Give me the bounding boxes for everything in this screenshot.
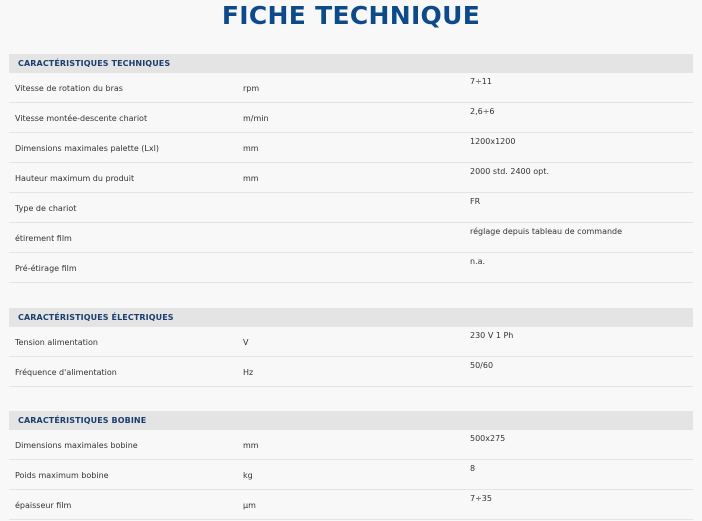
row-value: FR (470, 197, 481, 206)
row-unit: V (243, 338, 249, 347)
row-value: réglage depuis tableau de commande (470, 227, 623, 236)
row-unit: mm (243, 144, 259, 153)
row-value: 500x275 (470, 434, 506, 443)
section-spool (9, 411, 693, 520)
row-value: 230 V 1 Ph (470, 331, 514, 340)
table-row (9, 223, 693, 253)
table-row (9, 73, 693, 103)
table-row (9, 193, 693, 223)
row-unit: rpm (243, 84, 260, 93)
row-value: 50/60 (470, 361, 494, 370)
row-unit: mm (243, 174, 259, 183)
row-value: 2000 std. 2400 opt. (470, 167, 549, 176)
table-row (9, 490, 693, 520)
page-title: FICHE TECHNIQUE (221, 1, 481, 30)
row-label: Type de chariot (15, 204, 77, 213)
section-header-technical: CARACTÉRISTIQUES TECHNIQUES (9, 54, 693, 73)
table-row (9, 133, 693, 163)
table-row (9, 327, 693, 357)
row-value: 8 (470, 464, 476, 473)
row-label: épaisseur film (15, 501, 72, 510)
table-row (9, 460, 693, 490)
row-label: Vitesse montée-descente chariot (15, 114, 148, 123)
table-row (9, 103, 693, 133)
row-value: n.a. (470, 257, 486, 266)
row-unit: mm (243, 441, 259, 450)
row-label: Tension alimentation (15, 338, 98, 347)
row-value: 1200x1200 (470, 137, 516, 146)
table-row (9, 253, 693, 283)
section-header-electrical: CARACTÉRISTIQUES ÉLECTRIQUES (9, 308, 693, 327)
row-unit: m/min (243, 114, 269, 123)
row-value: 7÷11 (470, 77, 492, 86)
row-label: Vitesse de rotation du bras (15, 84, 123, 93)
row-label: Pré-étirage film (15, 264, 77, 273)
section-header-spool: CARACTÉRISTIQUES BOBINE (9, 411, 693, 430)
row-label: Poids maximum bobine (15, 471, 109, 480)
row-label: Fréquence d'alimentation (15, 368, 117, 377)
row-value: 7÷35 (470, 494, 492, 503)
row-value: 2,6÷6 (470, 107, 495, 116)
row-unit: Hz (243, 368, 254, 377)
row-label: Dimensions maximales palette (Lxl) (15, 144, 159, 153)
row-label: Dimensions maximales bobine (15, 441, 138, 450)
section-technical (9, 54, 693, 283)
table-row (9, 430, 693, 460)
table-row (9, 357, 693, 387)
table-row (9, 163, 693, 193)
row-label: étirement film (15, 234, 72, 243)
row-unit: µm (243, 501, 256, 510)
section-electrical (9, 308, 693, 387)
row-label: Hauteur maximum du produit (15, 174, 135, 183)
row-unit: kg (243, 471, 253, 480)
